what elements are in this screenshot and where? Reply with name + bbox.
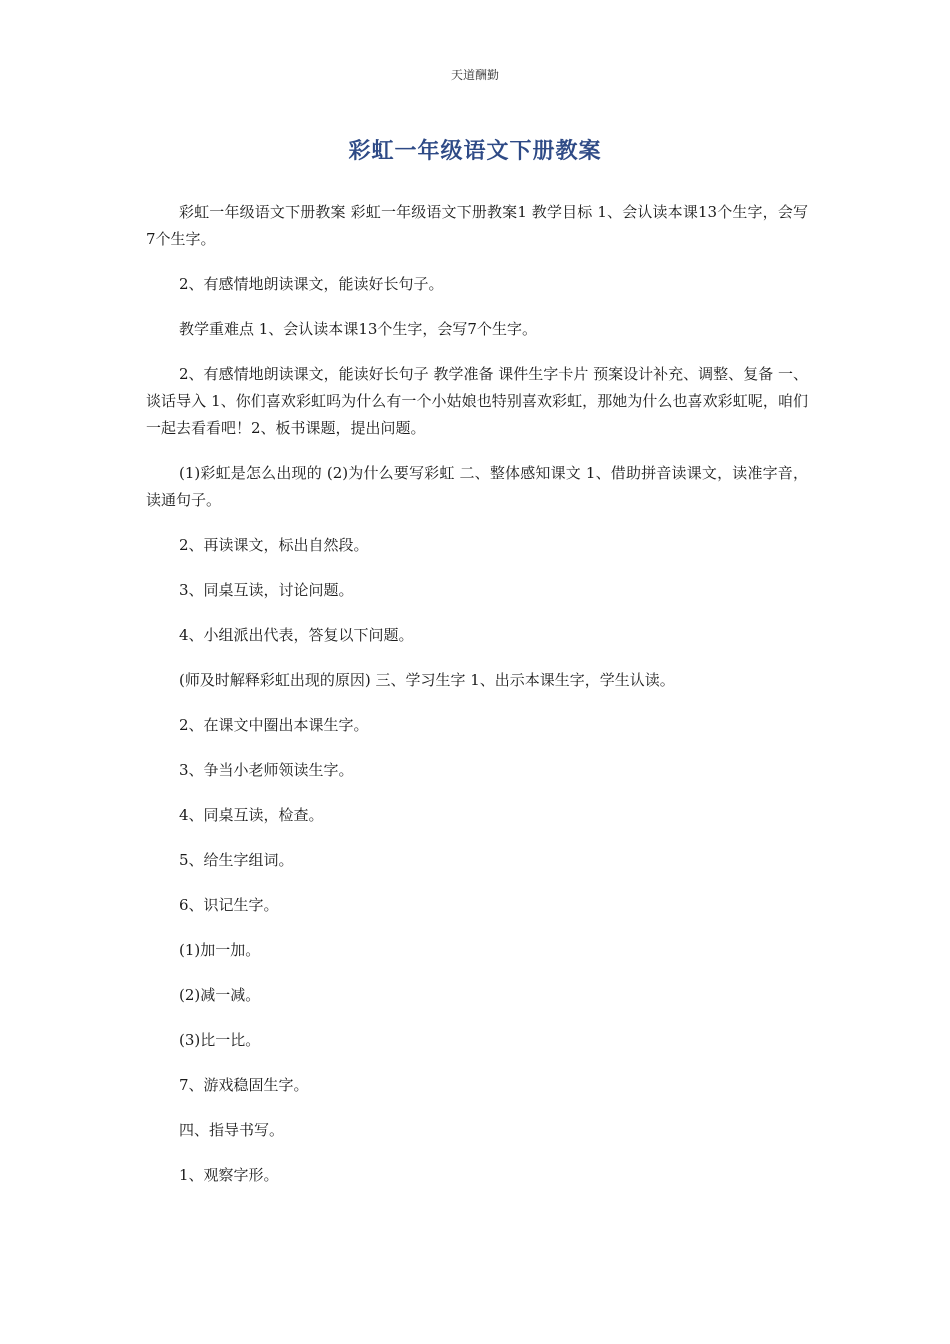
paragraph: 7、游戏稳固生字。 bbox=[179, 1076, 309, 1094]
paragraph: 2、在课文中圈出本课生字。 bbox=[179, 716, 369, 734]
page-header: 天道酬勤 bbox=[450, 68, 499, 82]
document-title: 彩虹一年级语文下册教案 bbox=[348, 139, 602, 164]
paragraph: (师及时解释彩虹出现的原因) 三、学习生字 1、出示本课生字，学生认读。 bbox=[179, 671, 675, 689]
paragraph: 1、观察字形。 bbox=[179, 1166, 279, 1184]
paragraph: 四、指导书写。 bbox=[179, 1121, 285, 1139]
paragraph: (3)比一比。 bbox=[179, 1031, 261, 1049]
paragraph: (1)加一加。 bbox=[179, 941, 261, 959]
paragraph: (2)减一减。 bbox=[179, 986, 261, 1004]
paragraph: 6、识记生字。 bbox=[179, 896, 279, 914]
paragraph: 3、争当小老师领读生字。 bbox=[179, 761, 354, 779]
paragraph: 3、同桌互读，讨论问题。 bbox=[179, 581, 354, 599]
paragraph: (1)彩虹是怎么出现的 (2)为什么要写彩虹 二、整体感知课文 1、借助拼音读课文，读准字音，读通句子。 bbox=[146, 464, 808, 509]
paragraph: 2、有感情地朗读课文，能读好长句子。 bbox=[179, 275, 444, 293]
paragraph: 2、有感情地朗读课文，能读好长句子 教学准备 课件生字卡片 预案设计补充、调整、复备 一、谈话导入 1、你们喜欢彩虹吗为什么有一个小姑娘也特别喜欢彩虹，那她为什么也喜欢彩虹呢，咱们一起去看看吧！2、板书课题，提出问题。 bbox=[146, 365, 808, 437]
paragraph: 教学重难点 1、会认读本课13个生字，会写7个生字。 bbox=[179, 320, 537, 338]
paragraph: 彩虹一年级语文下册教案 彩虹一年级语文下册教案1 教学目标 1、会认读本课13个生字，会写7个生字。 bbox=[146, 203, 808, 248]
document-body bbox=[146, 199, 808, 1207]
paragraph: 5、给生字组词。 bbox=[179, 851, 294, 869]
paragraph: 4、同桌互读，检查。 bbox=[179, 806, 324, 824]
paragraph: 2、再读课文，标出自然段。 bbox=[179, 536, 369, 554]
paragraph: 4、小组派出代表，答复以下问题。 bbox=[179, 626, 414, 644]
